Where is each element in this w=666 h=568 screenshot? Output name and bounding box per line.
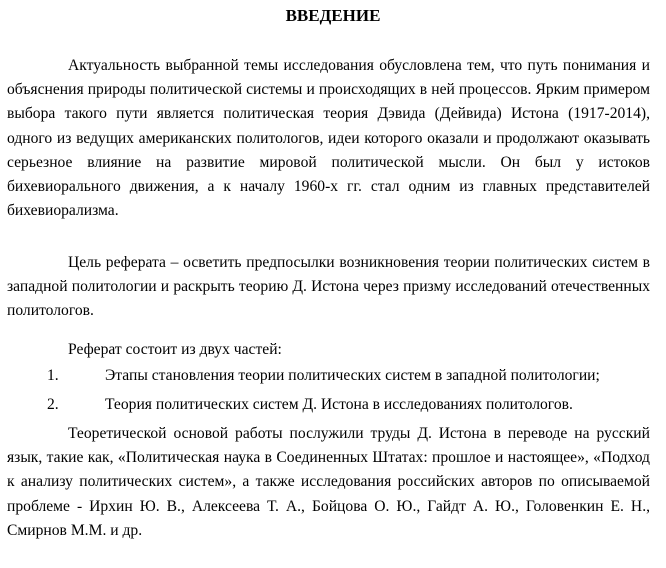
list-item-number: 1. bbox=[47, 367, 59, 384]
paragraph-relevance-text: Актуальность выбранной темы исследования обусловлена тем, что путь понимания и объяснения природы политической системы и происходящих в ней процессов. Ярким примером выбора такого пути является политическая теория Дэвида (Дейвида) Истона (1917-2014), одного из ведущих американских политологов, идеи которого оказали и продолжают оказывать серьезное влияние на развитие мировой политической мысли. Он был у истоков бихевиорального движения, а к началу 1960-х гг. стал одним из главных представителей бихевиорализма. bbox=[7, 57, 650, 220]
paragraph-theoretical-basis-text: Теоретической основой работы послужили труды Д. Истона в переводе на русский язык, такие как, «Политическая наука в Соединенных Штатах: прошлое и настоящее», «Подход к анализу политических систем», а также исследования российских авторов по описываемой проблеме - Ирхин Ю. В., Алексеева Т. А., Бойцова О. Ю., Гайдт А. Ю., Головенкин Е. Н., Смирнов М.М. и др. bbox=[7, 425, 650, 539]
paragraph-structure: Реферат состоит из двух частей: bbox=[68, 341, 282, 358]
list-item bbox=[47, 394, 573, 416]
list-item-text: Теория политических систем Д. Истона в исследованиях политологов. bbox=[105, 396, 573, 413]
paragraph-goal-text: Цель реферата – осветить предпосылки возникновения теории политических систем в западной политологии и раскрыть теорию Д. Истона через призму исследований отечественных политологов. bbox=[7, 254, 650, 320]
list-item bbox=[47, 365, 600, 387]
paragraph-relevance bbox=[7, 54, 650, 223]
list-item-text: Этапы становления теории политических систем в западной политологии; bbox=[105, 367, 600, 384]
page-title: ВВЕДЕНИЕ bbox=[285, 6, 381, 25]
paragraph-theoretical-basis bbox=[7, 422, 650, 543]
list-item-number: 2. bbox=[47, 396, 59, 413]
paragraph-goal bbox=[7, 251, 650, 324]
